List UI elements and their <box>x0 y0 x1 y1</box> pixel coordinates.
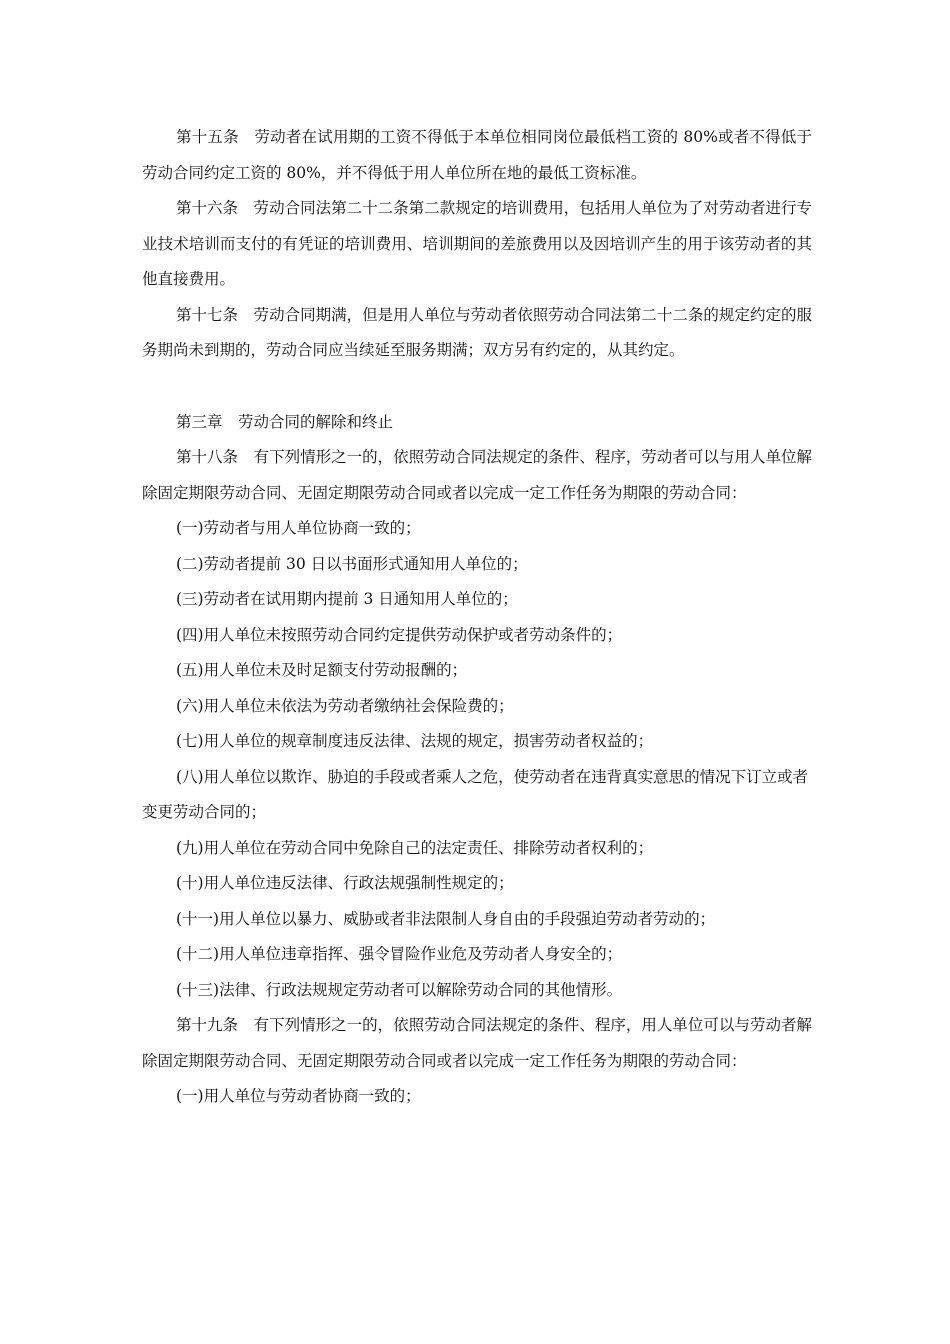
article-19: 第十九条 有下列情形之一的，依照劳动合同法规定的条件、程序，用人单位可以与劳动者解除固定期限劳动合同、无固定期限劳动合同或者以完成一定工作任务为期限的劳动合同： <box>142 1016 812 1070</box>
article-18-item-7: (七)用人单位的规章制度违反法律、法规的规定，损害劳动者权益的； <box>176 732 654 750</box>
article-18-item-1: (一)劳动者与用人单位协商一致的； <box>176 519 421 537</box>
article-19-item-1: (一)用人单位与劳动者协商一致的； <box>176 1087 421 1105</box>
document-body <box>142 120 812 1115</box>
article-18-item-8: (八)用人单位以欺诈、胁迫的手段或者乘人之危，使劳动者在违背真实意思的情况下订立或者变更劳动合同的； <box>142 767 809 821</box>
article-18-item-10: (十)用人单位违反法律、行政法规强制性规定的； <box>176 874 514 892</box>
article-18-item-2: (二)劳动者提前 30 日以书面形式通知用人单位的； <box>176 554 528 573</box>
article-18-item-4: (四)用人单位未按照劳动合同约定提供劳动保护或者劳动条件的； <box>176 625 623 644</box>
article-18-item-6: (六)用人单位未依法为劳动者缴纳社会保险费的； <box>176 696 514 715</box>
article-18-item-11: (十一)用人单位以暴力、威胁或者非法限制人身自由的手段强迫劳动者劳动的； <box>176 909 716 928</box>
article-18-item-13: (十三)法律、行政法规规定劳动者可以解除劳动合同的其他情形。 <box>176 980 623 999</box>
article-18: 第十八条 有下列情形之一的，依照劳动合同法规定的条件、程序，劳动者可以与用人单位解除固定期限劳动合同、无固定期限劳动合同或者以完成一定工作任务为期限的劳动合同： <box>142 448 812 502</box>
article-18-item-5: (五)用人单位未及时足额支付劳动报酬的； <box>176 661 468 679</box>
article-16: 第十六条 劳动合同法第二十二条第二款规定的培训费用，包括用人单位为了对劳动者进行专业技术培训而支付的有凭证的培训费用、培训期间的差旅费用以及因培训产生的用于该劳动者的其他直接费用。 <box>142 199 812 288</box>
article-15: 第十五条 劳动者在试用期的工资不得低于本单位相同岗位最低档工资的 80%或者不得低于劳动合同约定工资的 80%，并不得低于用人单位所在地的最低工资标准。 <box>142 128 812 182</box>
article-17: 第十七条 劳动合同期满，但是用人单位与劳动者依照劳动合同法第二十二条的规定约定的服务期尚未到期的，劳动合同应当续延至服务期满；双方另有约定的，从其约定。 <box>142 305 812 359</box>
article-18-item-3: (三)劳动者在试用期内提前 3 日通知用人单位的； <box>176 590 518 608</box>
article-18-item-12: (十二)用人单位违章指挥、强令冒险作业危及劳动者人身安全的； <box>176 945 623 963</box>
chapter-title: 第三章 劳动合同的解除和终止 <box>176 412 394 431</box>
article-18-item-9: (九)用人单位在劳动合同中免除自己的法定责任、排除劳动者权利的； <box>176 838 654 857</box>
